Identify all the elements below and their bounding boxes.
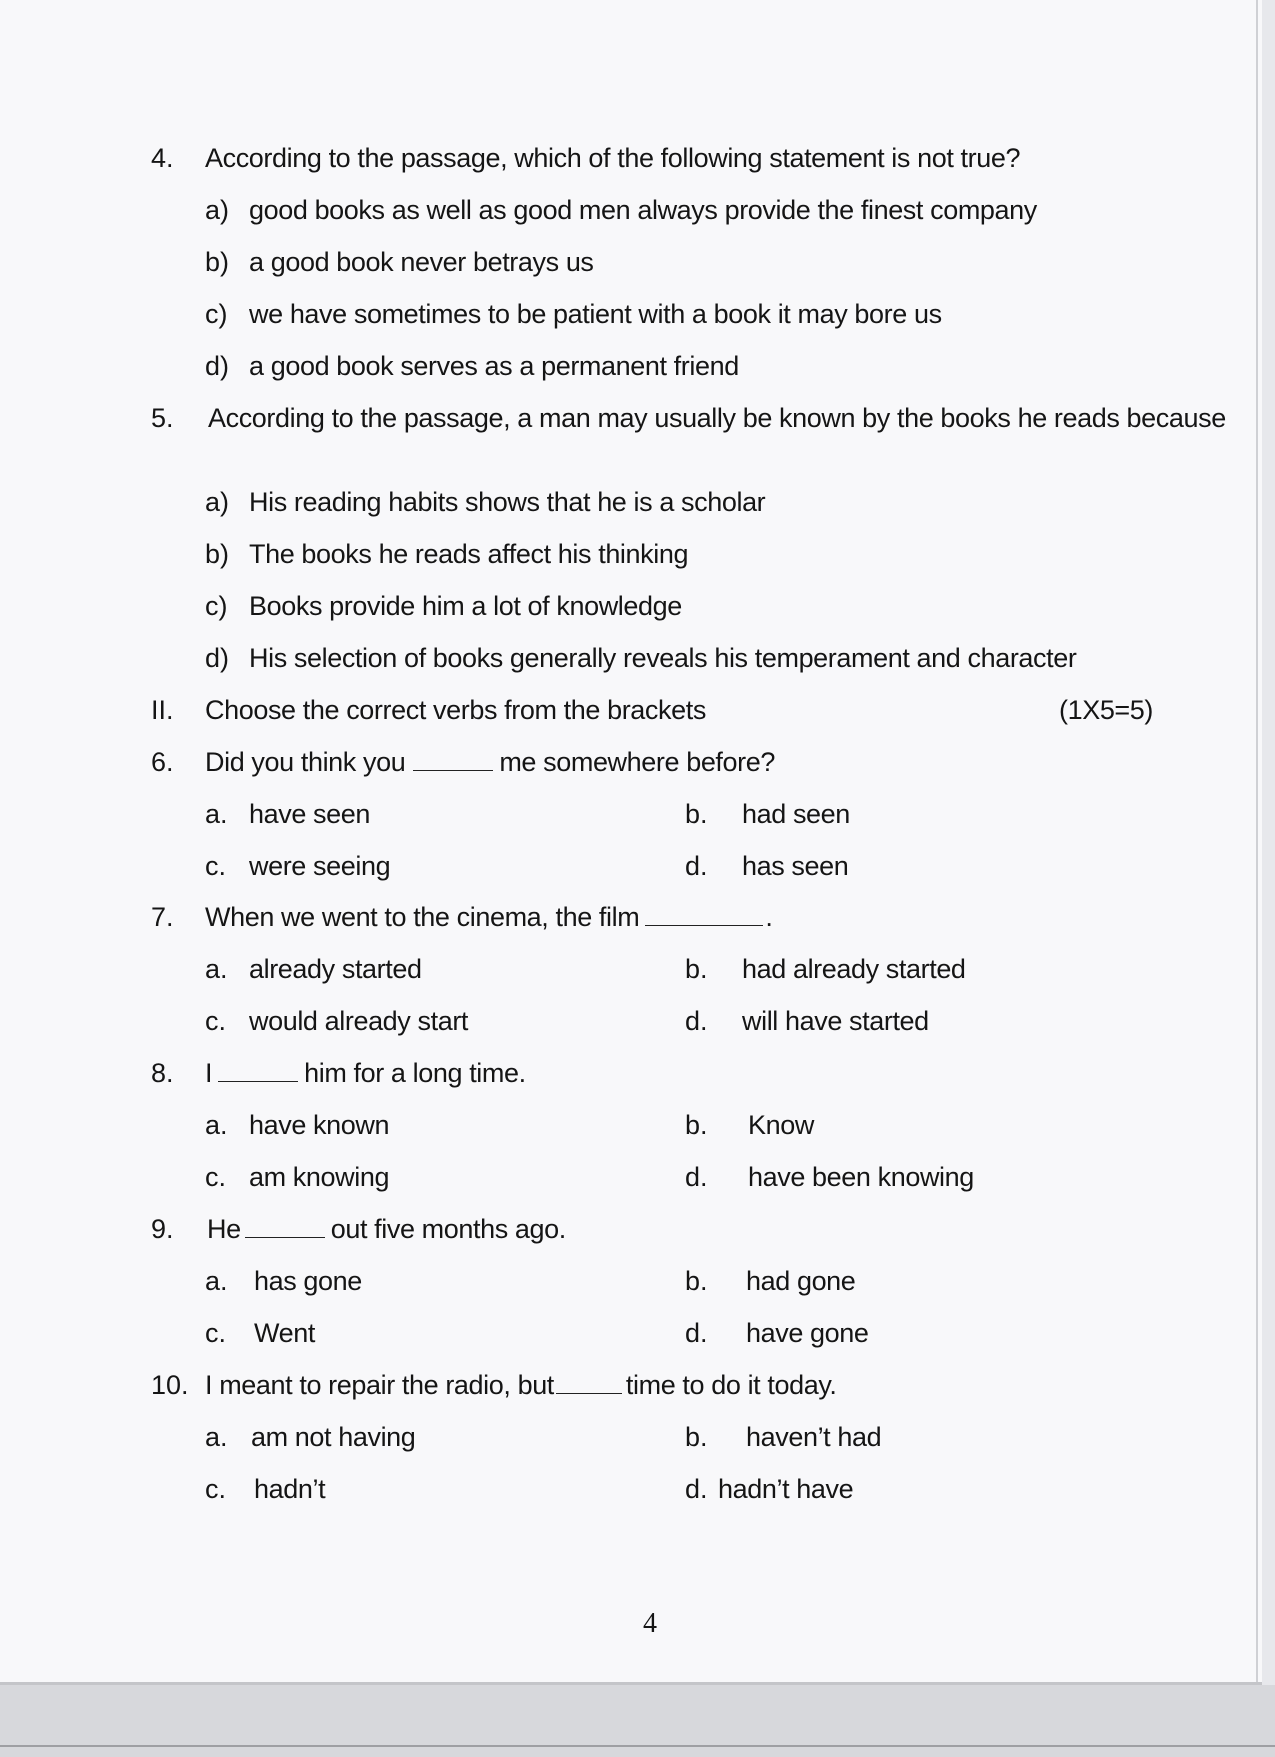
option-label: c. bbox=[205, 1006, 227, 1036]
option-label: a. bbox=[205, 1266, 228, 1296]
question-number: 4. bbox=[151, 143, 174, 173]
option-text: had already started bbox=[742, 954, 966, 984]
option-label: a) bbox=[205, 195, 230, 225]
option-text: Books provide him a lot of knowledge bbox=[249, 591, 682, 621]
question-number: 9. bbox=[151, 1214, 174, 1244]
question-text: I meant to repair the radio, but time to do it today. bbox=[205, 1370, 837, 1400]
option-text: had gone bbox=[746, 1266, 856, 1296]
question-text: He out five months ago. bbox=[207, 1214, 566, 1244]
option-text: already started bbox=[249, 954, 422, 984]
option-label: d. bbox=[685, 1474, 708, 1504]
option-text: The books he reads affect his thinking bbox=[249, 539, 689, 569]
option-text: Went bbox=[254, 1318, 315, 1348]
option-text: has gone bbox=[254, 1266, 362, 1296]
question-number: 10. bbox=[151, 1370, 189, 1400]
question-text: Did you think you me somewhere before? bbox=[205, 747, 775, 777]
question-text: According to the passage, which of the following statement is not true? bbox=[205, 143, 1021, 173]
option-label: d. bbox=[685, 1006, 708, 1036]
option-text: has seen bbox=[742, 851, 849, 881]
option-label: b. bbox=[685, 1422, 708, 1452]
option-text: have known bbox=[249, 1110, 390, 1140]
question-text: I him for a long time. bbox=[205, 1058, 526, 1088]
option-text: hadn’t bbox=[254, 1474, 326, 1504]
option-label: d) bbox=[205, 351, 230, 381]
option-text: had seen bbox=[742, 799, 850, 829]
scanner-background bbox=[0, 1685, 1275, 1757]
option-label: c. bbox=[205, 1474, 227, 1504]
section-number: II. bbox=[151, 695, 174, 725]
option-text: am knowing bbox=[249, 1162, 390, 1192]
option-text: have gone bbox=[746, 1318, 869, 1348]
question-text: According to the passage, a man may usually be known by the books he reads because bbox=[208, 403, 1226, 433]
option-text: will have started bbox=[742, 1006, 929, 1036]
question-number: 5. bbox=[151, 403, 174, 433]
option-label: a. bbox=[205, 1422, 228, 1452]
option-text: were seeing bbox=[249, 851, 391, 881]
answer-blank bbox=[218, 1057, 298, 1082]
option-text: good books as well as good men always provide the finest company bbox=[249, 195, 1037, 225]
option-label: a. bbox=[205, 799, 228, 829]
option-label: c. bbox=[205, 1162, 227, 1192]
option-label: d. bbox=[685, 1162, 708, 1192]
option-label: d. bbox=[685, 851, 708, 881]
option-text: a good book serves as a permanent friend bbox=[249, 351, 739, 381]
option-label: b. bbox=[685, 1110, 708, 1140]
answer-blank bbox=[556, 1369, 622, 1394]
question-number: 6. bbox=[151, 747, 174, 777]
option-label: b) bbox=[205, 247, 230, 277]
option-label: b. bbox=[685, 799, 708, 829]
option-label: a) bbox=[205, 487, 230, 517]
option-label: b. bbox=[685, 954, 708, 984]
option-text: hadn’t have bbox=[718, 1474, 854, 1504]
option-label: d) bbox=[205, 643, 230, 673]
option-label: a. bbox=[205, 954, 228, 984]
option-label: c) bbox=[205, 591, 228, 621]
section-title: Choose the correct verbs from the brackets bbox=[205, 695, 706, 725]
option-label: d. bbox=[685, 1318, 708, 1348]
option-label: b) bbox=[205, 539, 230, 569]
question-text: When we went to the cinema, the film . bbox=[205, 902, 773, 932]
answer-blank bbox=[413, 746, 493, 771]
option-label: b. bbox=[685, 1266, 708, 1296]
answer-blank bbox=[245, 1213, 325, 1238]
option-text: have been knowing bbox=[748, 1162, 974, 1192]
section-marks: (1X5=5) bbox=[1059, 695, 1154, 725]
option-text: His selection of books generally reveals his temperament and character bbox=[249, 643, 1077, 673]
option-label: c. bbox=[205, 1318, 227, 1348]
option-text: am not having bbox=[251, 1422, 416, 1452]
option-label: c) bbox=[205, 299, 228, 329]
option-label: c. bbox=[205, 851, 227, 881]
option-text: Know bbox=[748, 1110, 814, 1140]
sheet-edge bbox=[1256, 0, 1258, 1690]
option-text: have seen bbox=[249, 799, 370, 829]
option-text: His reading habits shows that he is a scholar bbox=[249, 487, 766, 517]
option-text: a good book never betrays us bbox=[249, 247, 594, 277]
option-label: a. bbox=[205, 1110, 228, 1140]
question-number: 8. bbox=[151, 1058, 174, 1088]
option-text: haven’t had bbox=[746, 1422, 882, 1452]
question-number: 7. bbox=[151, 902, 174, 932]
option-text: we have sometimes to be patient with a book it may bore us bbox=[249, 299, 942, 329]
option-text: would already start bbox=[249, 1006, 469, 1036]
answer-blank bbox=[645, 901, 763, 926]
page-number: 4 bbox=[643, 1608, 657, 1639]
